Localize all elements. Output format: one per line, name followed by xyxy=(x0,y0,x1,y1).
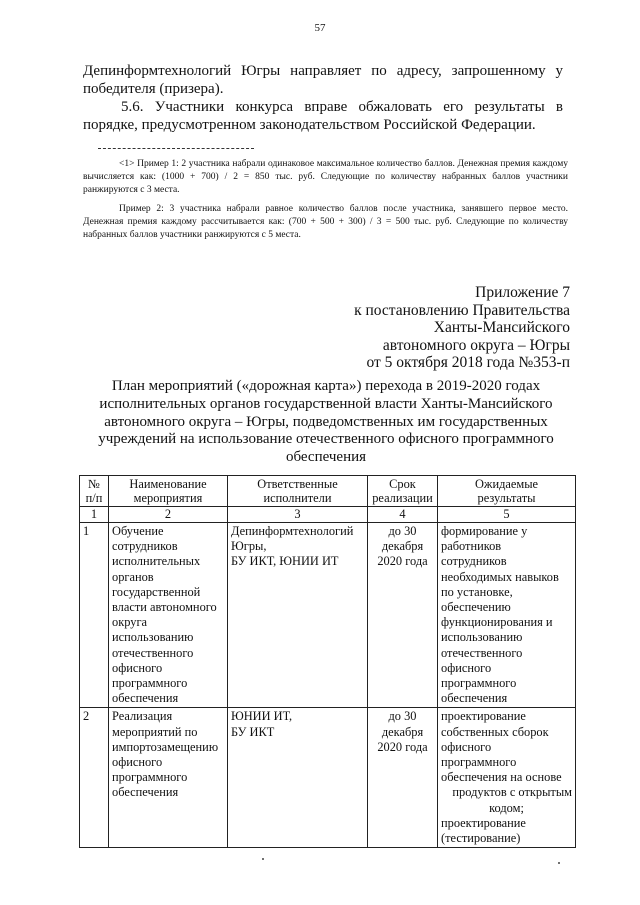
table-header-row xyxy=(80,476,576,507)
row-results: формирование у работников сотрудников необходимых навыков по установке, обеспечению функционирования и использованию отечественного офисного программного обеспечения xyxy=(438,523,576,708)
paragraph-1: Депинформтехнологий Югры направляет по адресу, запрошенному у победителя (призера). xyxy=(83,63,563,97)
row-term: до 30 декабря 2020 года xyxy=(368,523,438,708)
appendix-line: Приложение 7 xyxy=(475,284,570,301)
page-number: 57 xyxy=(314,22,326,34)
plan-table xyxy=(79,475,576,848)
header-number: № п/п xyxy=(80,476,109,507)
column-number: 4 xyxy=(368,507,438,523)
scan-speck xyxy=(558,862,560,864)
header-results: Ожидаемые результаты xyxy=(438,476,576,507)
row-executors: ЮНИИ ИТ, БУ ИКТ xyxy=(228,708,368,848)
plan-title: План мероприятий («дорожная карта») перехода в 2019-2020 годах исполнительных органов государственной власти Ханты-Мансийского автономного округа – Югры, подведомственных им государственных учреждений на использование отечественного офисного программного обеспечения xyxy=(98,378,554,466)
appendix-header xyxy=(354,284,570,372)
column-number: 2 xyxy=(109,507,228,523)
column-number: 3 xyxy=(228,507,368,523)
appendix-line: автономного округа – Югры xyxy=(382,336,570,354)
appendix-line: Ханты-Мансийского xyxy=(433,319,570,337)
header-name: Наименование мероприятия xyxy=(109,476,228,507)
column-number: 1 xyxy=(80,507,109,523)
appendix-line: к постановлению Правительства xyxy=(354,301,570,319)
column-number: 5 xyxy=(438,507,576,523)
row-activity-name: Реализация мероприятий по импортозамещению офисного программного обеспечения xyxy=(109,708,228,848)
paragraph-2: 5.6. Участники конкурса вправе обжаловать его результаты в порядке, предусмотренном законодательством Российской Федерации. xyxy=(83,99,563,133)
footnote-separator xyxy=(98,148,254,149)
header-term: Срок реализации xyxy=(368,476,438,507)
header-executors: Ответственные исполнители xyxy=(228,476,368,507)
row-results: проектирование собственных сборок офисного программного обеспечения на основе продуктов с открытым кодом; проектирование (тестирование) xyxy=(438,708,576,848)
row-activity-name: Обучение сотрудников исполнительных органов государственной власти автономного округа использованию отечественного офисного программного обеспечения xyxy=(109,523,228,708)
row-number: 2 xyxy=(80,708,109,848)
footnote-1: <1> Пример 1: 2 участника набрали одинаковое максимальное количество баллов. Денежная премия каждому вычисляется как: (1000 + 700) / 2 = 850 тыс. руб. Следующие по количеству набранных баллов участники ранжируются с 3 места. xyxy=(83,159,568,195)
table-row xyxy=(80,523,576,708)
footnote-2: Пример 2: 3 участника набрали равное количество баллов после участника, занявшего первое место. Денежная премия каждому рассчитывается как: (700 + 500 + 300) / 3 = 500 тыс. руб. Следующие по количеству набранных баллов участники ранжируются с 5 места. xyxy=(83,204,568,240)
column-number-row xyxy=(80,507,576,523)
row-number: 1 xyxy=(80,523,109,708)
table-row xyxy=(80,708,576,848)
row-executors: Депинформтехнологий Югры, БУ ИКТ, ЮНИИ ИТ xyxy=(228,523,368,708)
row-term: до 30 декабря 2020 года xyxy=(368,708,438,848)
scan-speck xyxy=(262,858,264,860)
appendix-line: от 5 октября 2018 года №353-п xyxy=(366,354,570,372)
